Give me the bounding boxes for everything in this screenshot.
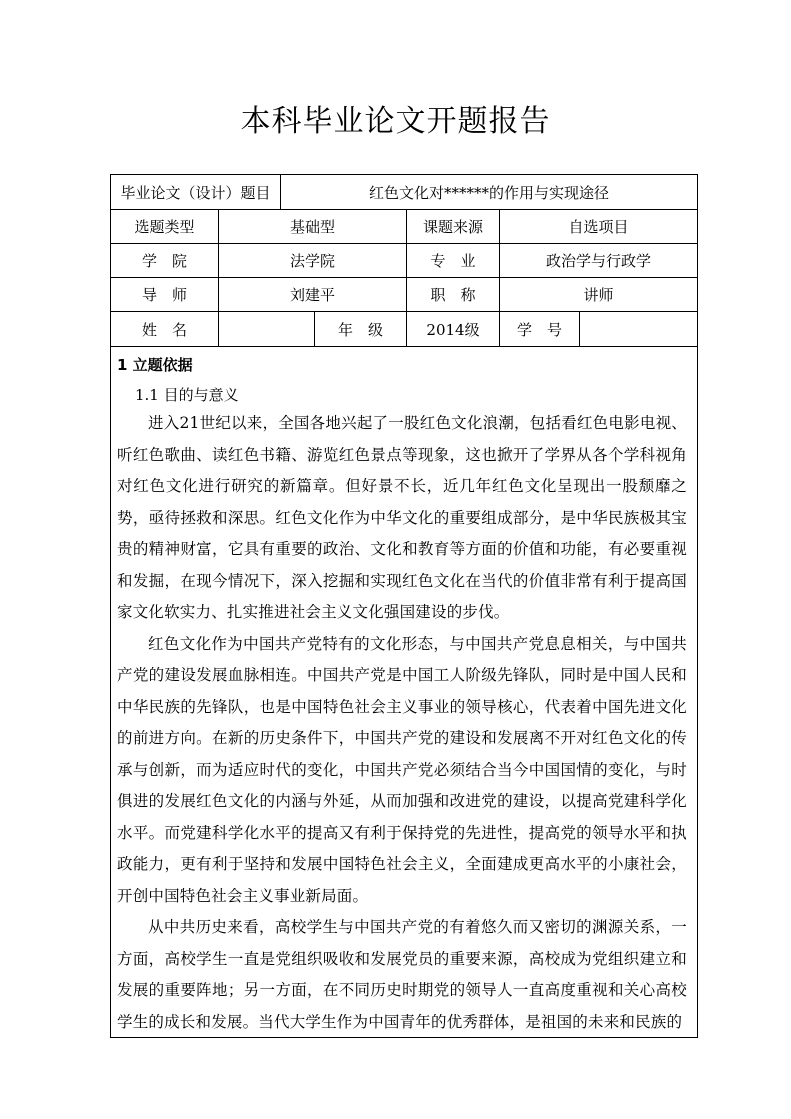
paragraph-1: 进入21世纪以来，全国各地兴起了一股红色文化浪潮，包括看红色电影电视、听红色歌曲、读红色书籍、游览红色景点等现象，这也掀开了学界从各个学科视角对红色文化进行研究的新篇章。但好景不长，近几年红色文化呈现出一股颓靡之势，亟待拯救和深思。红色文化作为中华文化的重要组成部分，是中华民族极其宝贵的精神财富，它具有重要的政治、文化和教育等方面的价值和功能，有必要重视和发掘，在现今情况下，深入挖掘和实现红色文化在当代的价值非常有利于提高国家文化软实力、扎实推进社会主义文化强国建设的步伐。: [117, 414, 687, 621]
paragraph-3: 从中共历史来看，高校学生与中国共产党的有着悠久而又密切的渊源关系，一方面，高校学生一直是党组织吸收和发展党员的重要来源，高校成为党组织建立和发展的重要阵地；另一方面，在不同历史时期党的领导人一直高度重视和关心高校学生的成长和发展。当代大学生作为中国青年的优秀群体，是祖国的未来和民族的: [117, 918, 687, 1031]
college-label: 学 院: [111, 244, 219, 277]
college-value: 法学院: [219, 244, 407, 277]
name-label: 姓 名: [111, 312, 219, 346]
topic-label: 毕业论文（设计）题目: [111, 175, 281, 209]
paragraph-2: 红色文化作为中国共产党特有的文化形态，与中国共产党息息相关，与中国共产党的建设发展血脉相连。中国共产党是中国工人阶级先锋队，同时是中国人民和中华民族的先锋队，也是中国特色社会主义事业的领导核心，代表着中国先进文化的前进方向。在新的历史条件下，中国共产党的建设和发展离不开对红色文化的传承与创新，而为适应时代的变化，中国共产党必须结合当今中国国情的变化，与时俱进的发展红色文化的内涵与外延，从而加强和改进党的建设，以提高党建科学化水平。而党建科学化水平的提高又有利于保持党的先进性，提高党的领导水平和执政能力，更有利于坚持和发展中国特色社会主义，全面建成更高水平的小康社会，开创中国特色社会主义事业新局面。: [117, 634, 687, 905]
grade-value: 2014级: [407, 312, 500, 346]
source-label: 课题来源: [407, 210, 500, 243]
id-label: 学 号: [500, 312, 580, 346]
major-value: 政治学与行政学: [545, 252, 651, 270]
rank-label: 职 称: [407, 278, 500, 311]
type-value: 基础型: [219, 210, 407, 243]
rank-value: 讲师: [583, 286, 614, 304]
major-label: 专 业: [407, 244, 500, 277]
section-heading: 1 立题依据: [117, 356, 193, 374]
type-label: 选题类型: [111, 210, 219, 243]
student-row: [111, 312, 697, 347]
report-form: [110, 174, 698, 1038]
id-value: [580, 312, 697, 346]
college-row: [111, 244, 697, 278]
topic-row: [111, 175, 697, 210]
document-title: 本科毕业论文开题报告: [240, 104, 551, 139]
advisor-row: [111, 278, 697, 312]
grade-label: 年 级: [315, 312, 407, 346]
source-value: 自选项目: [568, 218, 629, 236]
name-value: [219, 312, 315, 346]
advisor-value: 刘建平: [219, 278, 407, 311]
proposal-body: [111, 347, 697, 1037]
topic-value: 红色文化对******的作用与实现途径: [368, 183, 609, 202]
advisor-label: 导 师: [111, 278, 219, 311]
subsection-heading: 1.1 目的与意义: [135, 386, 239, 404]
type-row: [111, 210, 697, 244]
